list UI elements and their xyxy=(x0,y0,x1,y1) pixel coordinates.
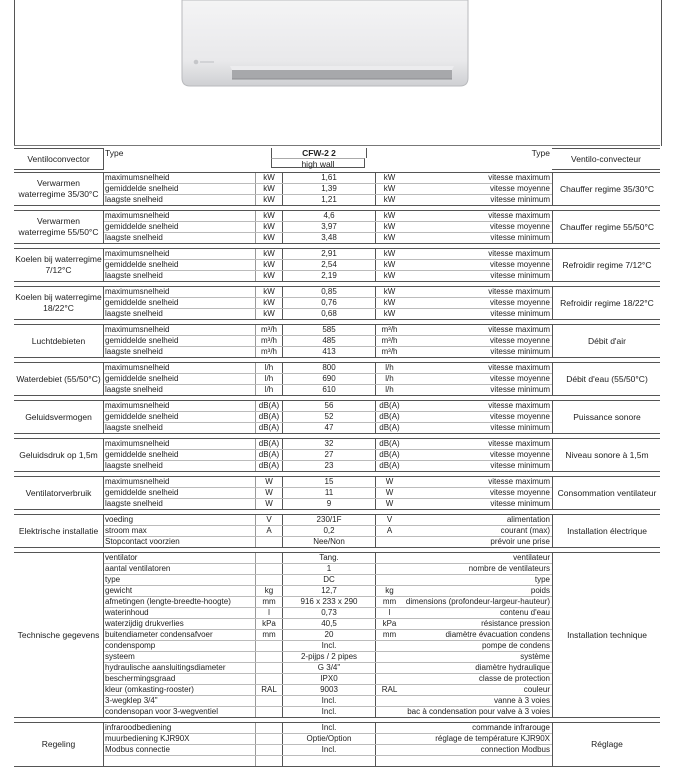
spec-label-nl: maximumsnelheid xyxy=(105,477,170,486)
spec-value: 2-pijps / 2 pipes xyxy=(282,652,376,662)
spec-label-nl: condensopan voor 3-wegventiel xyxy=(105,707,218,716)
spec-value: DC xyxy=(282,575,376,585)
spec-value: Incl. xyxy=(282,696,376,706)
spec-value: 2,91 xyxy=(282,249,376,259)
spec-label-fr: vitesse moyenne xyxy=(489,450,550,459)
spec-value: 230/1F xyxy=(282,515,376,525)
spec-unit-fr: dB(A) xyxy=(379,423,400,432)
spec-value: Nee/Non xyxy=(282,537,376,547)
spec-value: 12,7 xyxy=(282,586,376,596)
spec-label-fr: connection Modbus xyxy=(480,745,550,754)
spec-label-fr: alimentation xyxy=(506,515,550,524)
spec-group xyxy=(14,722,660,767)
header-type-nl: Type xyxy=(105,148,124,158)
spec-label-nl: laagste snelheid xyxy=(105,271,163,280)
spec-label-nl: infraroodbediening xyxy=(105,723,172,732)
spec-unit-fr: kW xyxy=(383,249,396,258)
spec-label-nl: gemiddelde snelheid xyxy=(105,184,179,193)
spec-unit: dB(A) xyxy=(255,461,282,471)
spec-unit: W xyxy=(255,488,282,498)
spec-unit: l/h xyxy=(255,374,282,384)
spec-unit xyxy=(255,696,282,706)
spec-label-nl: beschermingsgraad xyxy=(105,674,176,683)
spec-label-fr: vitesse maximum xyxy=(488,401,550,410)
spec-unit-fr: A xyxy=(386,526,393,535)
spec-label-fr: contenu d'eau xyxy=(499,608,550,617)
spec-label-fr: réglage de température KJR90X xyxy=(435,734,550,743)
spec-label-fr: vitesse moyenne xyxy=(489,298,550,307)
spec-value: 9003 xyxy=(282,685,376,695)
spec-unit-fr: m³/h xyxy=(381,347,398,356)
spec-label-fr: vitesse maximum xyxy=(488,439,550,448)
spec-label-nl: Modbus connectie xyxy=(105,745,170,754)
spec-unit-fr: kW xyxy=(383,287,396,296)
spec-label-fr: vitesse moyenne xyxy=(489,260,550,269)
spec-label-nl: ventilator xyxy=(105,553,138,562)
spec-value: Incl. xyxy=(282,745,376,755)
spec-label-fr: système xyxy=(520,652,550,661)
model-subtitle: high wall xyxy=(271,158,365,168)
spec-unit: kW xyxy=(255,222,282,232)
spec-value: IPX0 xyxy=(282,674,376,684)
spec-unit-fr: dB(A) xyxy=(379,461,400,470)
group-label-nl: Verwarmen waterregime 35/30°C xyxy=(14,173,104,205)
spec-unit-fr: dB(A) xyxy=(379,439,400,448)
spec-label-nl: voeding xyxy=(105,515,134,524)
spec-label-nl: maximumsnelheid xyxy=(105,211,170,220)
spec-value: Incl. xyxy=(282,707,376,717)
spec-label-nl: maximumsnelheid xyxy=(105,439,170,448)
spec-label-nl: gemiddelde snelheid xyxy=(105,412,179,421)
spec-unit-fr: kPa xyxy=(382,619,397,628)
spec-label-nl: maximumsnelheid xyxy=(105,173,170,182)
group-label-nl: Ventilatorverbruik xyxy=(14,477,104,509)
spec-label-fr: ventilateur xyxy=(513,553,550,562)
spec-label-fr: vitesse minimum xyxy=(490,271,550,280)
spec-unit-fr: l xyxy=(388,608,391,617)
spec-group xyxy=(14,514,660,548)
spec-label-fr: vitesse maximum xyxy=(488,249,550,258)
spec-unit: kW xyxy=(255,249,282,259)
spec-label-fr: diamètre hydraulique xyxy=(475,663,550,672)
spec-unit-fr: kW xyxy=(383,233,396,242)
spec-unit: m³/h xyxy=(255,336,282,346)
spec-value: 3,97 xyxy=(282,222,376,232)
spec-value: 27 xyxy=(282,450,376,460)
spec-label-nl: condenspomp xyxy=(105,641,156,650)
spec-group xyxy=(14,438,660,472)
spec-unit: dB(A) xyxy=(255,401,282,411)
spec-value: 916 x 233 x 290 xyxy=(282,597,376,607)
spec-unit-fr: W xyxy=(385,488,394,497)
spec-value: 0,2 xyxy=(282,526,376,536)
spec-unit-fr xyxy=(376,641,403,651)
spec-label-fr: type xyxy=(534,575,550,584)
spec-unit-fr: m³/h xyxy=(381,325,398,334)
spec-unit xyxy=(255,674,282,684)
spec-unit-fr: kW xyxy=(383,309,396,318)
spec-label-fr: vitesse maximum xyxy=(488,287,550,296)
group-label-fr: Refroidir regime 7/12°C xyxy=(552,249,661,281)
spec-label-fr: vitesse minimum xyxy=(490,347,550,356)
spec-unit-fr: kW xyxy=(383,222,396,231)
spec-label-nl: laagste snelheid xyxy=(105,499,163,508)
spec-unit: RAL xyxy=(255,685,282,695)
spec-unit: dB(A) xyxy=(255,439,282,449)
spec-value: Incl. xyxy=(282,641,376,651)
spec-label-fr: vitesse maximum xyxy=(488,363,550,372)
spec-label-fr: vitesse maximum xyxy=(488,477,550,486)
spec-label-fr: prévoir une prise xyxy=(490,537,550,546)
group-label-fr: Puissance sonore xyxy=(552,401,661,433)
spec-label-fr: couleur xyxy=(523,685,550,694)
spec-value: 485 xyxy=(282,336,376,346)
spec-label-fr: vitesse minimum xyxy=(490,461,550,470)
spec-unit xyxy=(255,663,282,673)
group-label-nl: Regeling xyxy=(14,723,104,766)
spec-label-nl: gemiddelde snelheid xyxy=(105,450,179,459)
spec-label-nl: afmetingen (lengte-breedte-hoogte) xyxy=(105,597,231,606)
spec-value: 585 xyxy=(282,325,376,335)
spec-label-fr: vitesse moyenne xyxy=(489,488,550,497)
spec-groups xyxy=(14,172,660,767)
spec-label-fr: vitesse maximum xyxy=(488,173,550,182)
spec-label-fr: vitesse minimum xyxy=(490,423,550,432)
spec-unit-fr xyxy=(376,553,403,563)
spec-label-nl: Stopcontact voorzien xyxy=(105,537,180,546)
spec-label-nl: type xyxy=(105,575,121,584)
spec-label-nl: gewicht xyxy=(105,586,133,595)
spec-unit xyxy=(255,734,282,744)
spec-value: 52 xyxy=(282,412,376,422)
spec-label-nl: gemiddelde snelheid xyxy=(105,298,179,307)
spec-unit xyxy=(255,723,282,733)
spec-label-fr: vitesse maximum xyxy=(488,325,550,334)
spec-value: 0,73 xyxy=(282,608,376,618)
spec-group xyxy=(14,362,660,396)
spec-table xyxy=(14,148,660,767)
spec-label-nl: laagste snelheid xyxy=(105,461,163,470)
spec-unit-fr xyxy=(376,756,403,766)
spec-unit-fr xyxy=(376,663,403,673)
spec-value: 0,85 xyxy=(282,287,376,297)
group-label-nl: Luchtdebieten xyxy=(14,325,104,357)
spec-label-nl: laagste snelheid xyxy=(105,423,163,432)
spec-unit: kW xyxy=(255,211,282,221)
image-frame-bottom xyxy=(14,145,660,146)
spec-label-fr: résistance pression xyxy=(481,619,550,628)
spec-label-nl xyxy=(103,756,255,766)
spec-label-nl: maximumsnelheid xyxy=(105,401,170,410)
spec-unit: m³/h xyxy=(255,325,282,335)
group-label-nl: Technische gegevens xyxy=(14,553,104,717)
group-label-nl: Koelen bij waterregime 18/22°C xyxy=(14,287,104,319)
spec-unit xyxy=(255,564,282,574)
spec-value: 4,6 xyxy=(282,211,376,221)
spec-unit-fr xyxy=(376,745,403,755)
spec-unit: dB(A) xyxy=(255,423,282,433)
spec-unit xyxy=(255,553,282,563)
spec-label-nl: maximumsnelheid xyxy=(105,325,170,334)
spec-value: 0,76 xyxy=(282,298,376,308)
spec-label-fr: vitesse minimum xyxy=(490,195,550,204)
spec-value: 1,61 xyxy=(282,173,376,183)
spec-label-nl: maximumsnelheid xyxy=(105,249,170,258)
spec-label-nl: laagste snelheid xyxy=(105,347,163,356)
spec-unit-fr: kg xyxy=(385,586,394,595)
spec-unit-fr: dB(A) xyxy=(379,412,400,421)
spec-label-nl: aantal ventilatoren xyxy=(105,564,171,573)
group-label-fr: Refroidir regime 18/22°C xyxy=(552,287,661,319)
group-label-fr: Installation électrique xyxy=(552,515,661,547)
spec-label-nl: buitendiameter condensafvoer xyxy=(105,630,213,639)
spec-label-fr: classe de protection xyxy=(478,674,550,683)
spec-unit-fr: kW xyxy=(383,271,396,280)
group-label-fr: Débit d'air xyxy=(552,325,661,357)
spec-label-nl: gemiddelde snelheid xyxy=(105,336,179,345)
spec-value: 20 xyxy=(282,630,376,640)
spec-label-fr: vitesse moyenne xyxy=(489,184,550,193)
spec-label-nl: laagste snelheid xyxy=(105,309,163,318)
header-type-fr: Type xyxy=(531,148,550,158)
group-label-fr: Chauffer regime 55/50°C xyxy=(552,211,661,243)
group-label-fr: Chauffer regime 35/30°C xyxy=(552,173,661,205)
air-conditioner-image xyxy=(180,0,470,88)
spec-unit xyxy=(255,756,282,766)
spec-label-nl: laagste snelheid xyxy=(105,195,163,204)
spec-label-fr: nombre de ventilateurs xyxy=(468,564,550,573)
spec-value: 3,48 xyxy=(282,233,376,243)
spec-value: 32 xyxy=(282,439,376,449)
spec-label-fr: vitesse moyenne xyxy=(489,222,550,231)
spec-value xyxy=(282,756,376,766)
spec-label-fr: vanne à 3 voies xyxy=(493,696,550,705)
spec-label-nl: laagste snelheid xyxy=(105,385,163,394)
group-label-nl: Koelen bij waterregime 7/12°C xyxy=(14,249,104,281)
spec-unit-fr: V xyxy=(386,515,393,524)
spec-group xyxy=(14,210,660,244)
group-label-fr: Consommation ventilateur xyxy=(552,477,661,509)
spec-unit: kW xyxy=(255,195,282,205)
spec-value: 1,21 xyxy=(282,195,376,205)
spec-value: 40,5 xyxy=(282,619,376,629)
spec-unit-fr xyxy=(376,575,403,585)
header-right-label: Ventilo-convecteur xyxy=(552,148,660,170)
spec-label-nl: muurbediening KJR90X xyxy=(105,734,190,743)
spec-unit-fr: W xyxy=(385,499,394,508)
group-label-nl: Verwarmen waterregime 55/50°C xyxy=(14,211,104,243)
spec-value: 800 xyxy=(282,363,376,373)
spec-label-fr xyxy=(403,756,552,766)
spec-unit xyxy=(255,641,282,651)
spec-label-nl: gemiddelde snelheid xyxy=(105,222,179,231)
spec-value: 23 xyxy=(282,461,376,471)
spec-unit-fr xyxy=(376,674,403,684)
spec-unit: kW xyxy=(255,309,282,319)
table-header xyxy=(14,148,660,168)
spec-unit: A xyxy=(255,526,282,536)
spec-unit: kW xyxy=(255,173,282,183)
spec-unit: W xyxy=(255,499,282,509)
spec-unit-fr xyxy=(376,734,403,744)
spec-label-nl: stroom max xyxy=(105,526,147,535)
spec-unit-fr xyxy=(376,564,403,574)
group-label-fr: Débit d'eau (55/50°C) xyxy=(552,363,661,395)
spec-unit: kW xyxy=(255,271,282,281)
spec-value: Optie/Option xyxy=(282,734,376,744)
spec-label-fr: commande infrarouge xyxy=(472,723,550,732)
spec-unit: m³/h xyxy=(255,347,282,357)
spec-unit xyxy=(255,575,282,585)
spec-unit-fr xyxy=(376,652,403,662)
spec-unit-fr: l/h xyxy=(385,385,394,394)
group-label-fr: Installation technique xyxy=(552,553,661,717)
group-label-fr: Niveau sonore à 1,5m xyxy=(552,439,661,471)
spec-unit-fr xyxy=(376,723,403,733)
spec-unit-fr xyxy=(376,537,403,547)
spec-label-fr: vitesse minimum xyxy=(490,499,550,508)
spec-value: 47 xyxy=(282,423,376,433)
spec-unit: l xyxy=(255,608,282,618)
spec-unit: l/h xyxy=(255,385,282,395)
spec-label-nl: gemiddelde snelheid xyxy=(105,260,179,269)
group-label-nl: Geluidsvermogen xyxy=(14,401,104,433)
spec-unit-fr xyxy=(376,696,403,706)
spec-label-nl: kleur (omkasting-rooster) xyxy=(105,685,194,694)
spec-group xyxy=(14,476,660,510)
spec-unit-fr: kW xyxy=(383,298,396,307)
spec-unit-fr: l/h xyxy=(385,374,394,383)
spec-label-fr: diamètre évacuation condens xyxy=(445,630,550,639)
group-label-fr: Réglage xyxy=(552,723,661,766)
spec-value: 56 xyxy=(282,401,376,411)
spec-unit xyxy=(255,537,282,547)
spec-label-nl: hydraulische aansluitingsdiameter xyxy=(105,663,226,672)
spec-label-nl: waterinhoud xyxy=(105,608,149,617)
spec-value: Tang. xyxy=(282,553,376,563)
spec-label-nl: gemiddelde snelheid xyxy=(105,488,179,497)
spec-unit-fr: dB(A) xyxy=(379,401,400,410)
spec-label-fr: courant (max) xyxy=(500,526,550,535)
spec-unit: mm xyxy=(255,630,282,640)
spec-value: 0,68 xyxy=(282,309,376,319)
spec-label-fr: vitesse maximum xyxy=(488,211,550,220)
spec-unit: kW xyxy=(255,298,282,308)
spec-unit: kPa xyxy=(255,619,282,629)
spec-unit xyxy=(255,707,282,717)
spec-label-fr: pompe de condens xyxy=(481,641,550,650)
spec-value: 1,39 xyxy=(282,184,376,194)
spec-label-fr: poids xyxy=(530,586,550,595)
spec-group xyxy=(14,552,660,718)
spec-label-nl: gemiddelde snelheid xyxy=(105,374,179,383)
spec-unit: mm xyxy=(255,597,282,607)
spec-unit-fr: kW xyxy=(383,173,396,182)
spec-value: 2,54 xyxy=(282,260,376,270)
spec-unit-fr: dB(A) xyxy=(379,450,400,459)
spec-label-fr: bac à condensation pour valve à 3 voies xyxy=(407,707,550,716)
spec-group xyxy=(14,172,660,206)
spec-unit: l/h xyxy=(255,363,282,373)
spec-label-fr: vitesse moyenne xyxy=(489,374,550,383)
spec-value: 610 xyxy=(282,385,376,395)
spec-value: 2,19 xyxy=(282,271,376,281)
spec-label-fr: vitesse minimum xyxy=(490,385,550,394)
spec-group xyxy=(14,248,660,282)
group-label-nl: Waterdebiet (55/50°C) xyxy=(14,363,104,395)
spec-unit xyxy=(255,745,282,755)
spec-group xyxy=(14,324,660,358)
spec-unit: kW xyxy=(255,287,282,297)
spec-label-fr: vitesse moyenne xyxy=(489,336,550,345)
spec-value: 690 xyxy=(282,374,376,384)
spec-unit: kW xyxy=(255,184,282,194)
spec-unit: dB(A) xyxy=(255,450,282,460)
spec-value: 9 xyxy=(282,499,376,509)
spec-value: Incl. xyxy=(282,723,376,733)
spec-label-nl: maximumsnelheid xyxy=(105,287,170,296)
spec-unit-fr: W xyxy=(385,477,394,486)
spec-unit-fr: kW xyxy=(383,211,396,220)
spec-unit-fr: l/h xyxy=(385,363,394,372)
spec-value: 413 xyxy=(282,347,376,357)
model-name: CFW-2 2 xyxy=(271,148,367,158)
spec-label-fr: vitesse minimum xyxy=(490,233,550,242)
spec-value: 15 xyxy=(282,477,376,487)
spec-label-fr: vitesse moyenne xyxy=(489,412,550,421)
spec-unit xyxy=(255,652,282,662)
spec-label-nl: 3-wegklep 3/4" xyxy=(105,696,158,705)
group-label-nl: Elektrische installatie xyxy=(14,515,104,547)
spec-unit-fr: kW xyxy=(383,184,396,193)
spec-unit-fr: RAL xyxy=(381,685,398,694)
header-left-label: Ventiloconvector xyxy=(14,148,104,170)
spec-value: G 3/4" xyxy=(282,663,376,673)
spec-unit: V xyxy=(255,515,282,525)
spec-group xyxy=(14,400,660,434)
spec-label-nl: laagste snelheid xyxy=(105,233,163,242)
spec-unit-fr: kW xyxy=(383,260,396,269)
spec-label-nl: systeem xyxy=(105,652,135,661)
group-label-nl: Geluidsdruk op 1,5m xyxy=(14,439,104,471)
spec-label-nl: waterzijdig drukverlies xyxy=(105,619,184,628)
spec-unit-fr: kW xyxy=(383,195,396,204)
spec-unit: W xyxy=(255,477,282,487)
spec-unit-fr: mm xyxy=(382,630,397,639)
spec-unit: kW xyxy=(255,233,282,243)
spec-unit-fr: mm xyxy=(382,597,397,606)
spec-unit-fr xyxy=(376,707,403,717)
spec-unit: kW xyxy=(255,260,282,270)
spec-label-nl: maximumsnelheid xyxy=(105,363,170,372)
spec-value: 11 xyxy=(282,488,376,498)
spec-unit: kg xyxy=(255,586,282,596)
spec-group xyxy=(14,286,660,320)
spec-label-fr: dimensions (profondeur-largeur-hauteur) xyxy=(405,597,550,606)
spec-value: 1 xyxy=(282,564,376,574)
spec-unit: dB(A) xyxy=(255,412,282,422)
spec-label-fr: vitesse minimum xyxy=(490,309,550,318)
spec-unit-fr: m³/h xyxy=(381,336,398,345)
